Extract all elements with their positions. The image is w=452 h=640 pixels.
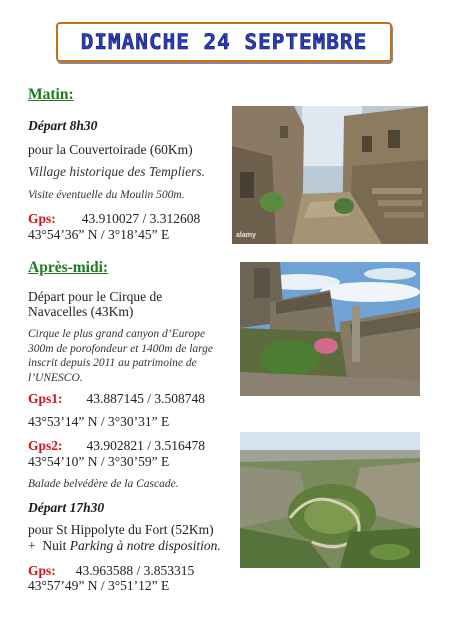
balade: Balade belvédère de la Cascade. [28, 478, 179, 490]
village-photo [232, 106, 428, 244]
nuit-parking: Parking à notre disposition. [69, 538, 221, 553]
matin-gps-dms: 43°54’36” N / 3°18’45” E [28, 227, 170, 242]
gps2-label: Gps2: [28, 438, 63, 453]
soir-gps-label: Gps: [28, 563, 56, 578]
matin-depart: Départ 8h30 [28, 118, 98, 133]
apres-midi-description: Cirque le plus grand canyon d’Europe 300m de porofondeur et 1400m de large inscrit depuis 2011 au patrimoine de l’UNESCO. [28, 328, 214, 384]
photo-watermark: alamy [236, 232, 256, 239]
matin-description: Village historique des Templiers. [28, 164, 205, 179]
matin-visite: Visite éventuelle du Moulin 500m. [28, 189, 185, 201]
nuit-prefix: + Nuit [28, 538, 70, 553]
gps1-line [28, 390, 205, 408]
soir-gps-decimal: 43.963588 / 3.853315 [75, 563, 195, 578]
nuit-line [28, 538, 221, 554]
navacelles-village-photo [240, 262, 420, 396]
gps2-line [28, 437, 205, 455]
matin-gps-line [28, 210, 200, 228]
gps2-decimal: 43.902821 / 3.516478 [86, 438, 206, 453]
matin-destination: pour la Couvertoirade (60Km) [28, 142, 193, 157]
gps1-decimal: 43.887145 / 3.508748 [86, 391, 206, 406]
cirque-canyon-photo [240, 432, 420, 568]
apres-midi-depart-line2: Navacelles (43Km) [28, 304, 134, 319]
matin-heading: Matin: [28, 86, 74, 103]
gps2-dms: 43°54’10” N / 3°30’59” E [28, 454, 170, 469]
gps1-label: Gps1: [28, 391, 63, 406]
destination-soir: pour St Hippolyte du Fort (52Km) [28, 522, 214, 537]
gps1-dms: 43°53’14” N / 3°30’31” E [28, 414, 170, 429]
page-title: DIMANCHE 24 SEPTEMBRE [80, 30, 368, 54]
depart-soir: Départ 17h30 [28, 500, 105, 515]
title-banner [56, 22, 392, 62]
apres-midi-depart-line1: Départ pour le Cirque de [28, 289, 163, 304]
gps-decimal: 43.910027 / 3.312608 [81, 211, 201, 226]
apres-midi-heading: Après-midi: [28, 259, 109, 276]
gps-label: Gps: [28, 211, 56, 226]
soir-gps-dms: 43°57’49” N / 3°51’12” E [28, 578, 170, 593]
